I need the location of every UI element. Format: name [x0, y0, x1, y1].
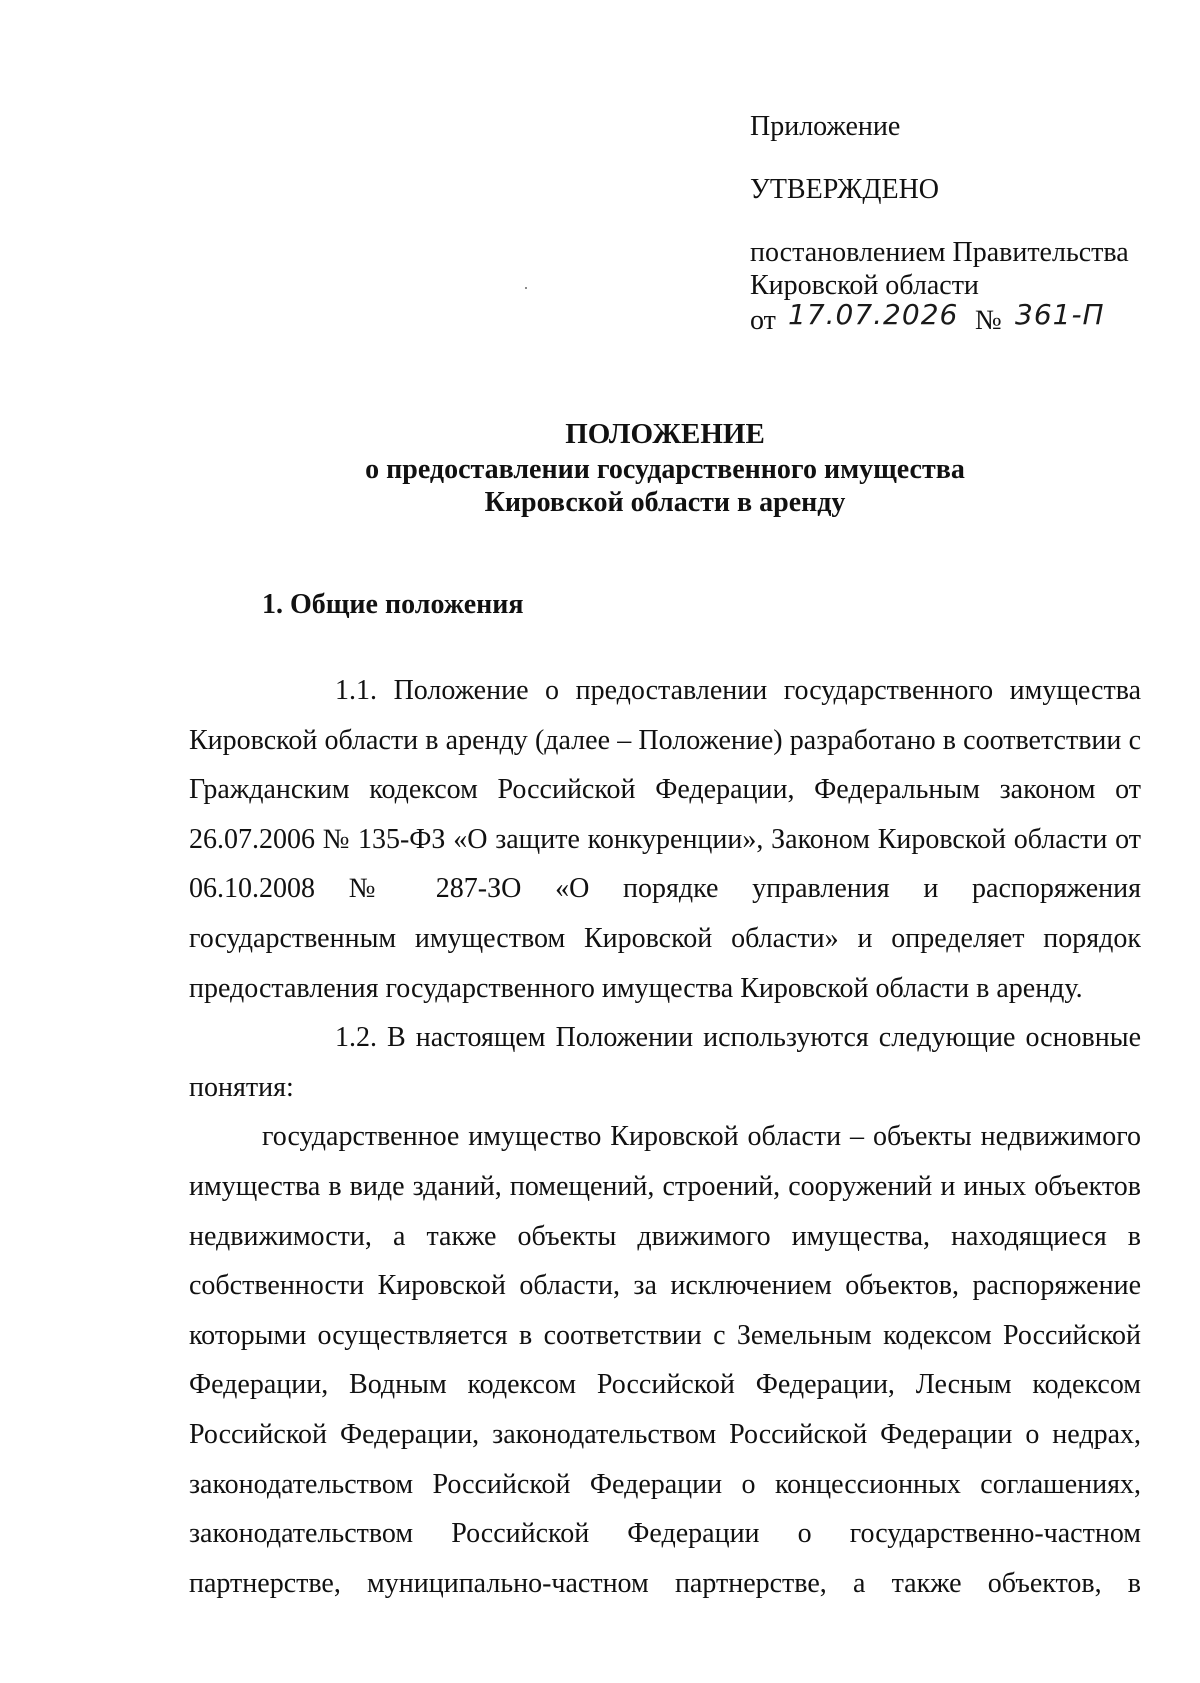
paragraph-1-1-number: 1.1.	[335, 675, 377, 706]
approval-block	[750, 110, 1170, 338]
handwritten-number: 361-П	[1015, 298, 1105, 331]
section-heading: 1. Общие положения	[262, 589, 524, 620]
title-line-2: о предоставлении государственного имущества	[365, 454, 965, 485]
title-main: ПОЛОЖЕНИЕ	[565, 418, 765, 450]
from-label: от	[750, 305, 776, 336]
approval-line-2: Кировской области	[750, 270, 979, 301]
paragraph-1-2-number: 1.2.	[335, 1022, 377, 1054]
document-title	[0, 418, 1200, 519]
handwritten-date: 17.07.2026	[788, 298, 959, 331]
scan-speck	[525, 287, 527, 289]
approval-date-number-row	[750, 298, 1170, 338]
document-body	[189, 666, 1141, 1608]
approval-line-1: постановлением Правительства	[750, 237, 1129, 268]
paragraph-1-1-text: Положение о предоставлении государственного имущества Кировской области в аренду (далее – Положение) разработано в соответствии с Гражданским кодексом Российской Федерации, Федеральным законом от 26.07.2006 № 135-ФЗ «О защите конкуренции», Законом Кировской области от 06.10.2008 № 287-ЗО «О порядке управления и распоряжения государственным имуществом Кировской области» и определяет порядок предоставления государственного имущества Кировской области в аренду.	[189, 675, 1142, 1004]
paragraph-1-1	[189, 666, 1141, 1013]
paragraph-1-2	[189, 1013, 1141, 1112]
title-line-3: Кировской области в аренду	[484, 487, 846, 518]
paragraph-1-2-text: В настоящем Положении используются следующие основные понятия:	[189, 1022, 1142, 1103]
appendix-label: Приложение	[750, 111, 901, 142]
approved-label: УТВЕРЖДЕНО	[750, 174, 940, 205]
paragraph-definition: государственное имущество Кировской области – объекты недвижимого имущества в виде зданий, помещений, строений, сооружений и иных объектов недвижимости, а также объекты движимого имущества, находящиеся в собственности Кировской области, за исключением объектов, распоряжение которыми осуществляется в соответствии с Земельным кодексом Российской Федерации, Водным кодексом Российской Федерации, Лесным кодексом Российской Федерации, законодательством Российской Федерации о недрах, законодательством Российской Федерации о концессионных соглашениях, законодательством Российской Федерации о государственно-частном партнерстве, муниципально-частном партнерстве, а также объектов, в	[189, 1121, 1141, 1599]
number-sign: №	[975, 305, 1002, 336]
